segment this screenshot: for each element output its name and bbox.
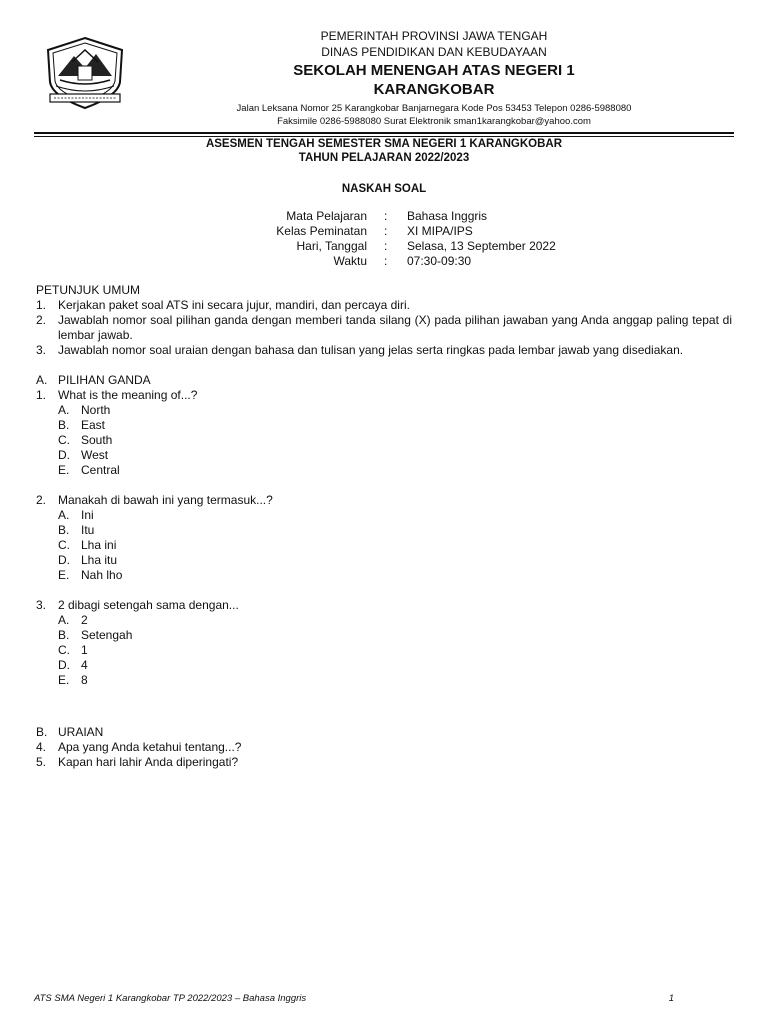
section-a-title: PILIHAN GANDA	[58, 373, 151, 387]
answer-option	[36, 433, 732, 448]
identity-label-date: Hari, Tanggal	[296, 239, 367, 253]
question-number: 2.	[36, 493, 47, 507]
instruction-text: Jawablah nomor soal uraian dengan bahasa dan tulisan yang jelas serta ringkas pada lembar jawab yang disediakan.	[58, 343, 684, 357]
option-text: Lha ini	[81, 538, 117, 552]
section-b-heading	[36, 725, 732, 740]
instruction-item	[36, 343, 732, 358]
letterhead	[150, 28, 718, 128]
option-letter: B.	[58, 523, 70, 537]
identity-sep: :	[384, 239, 388, 253]
answer-option	[36, 538, 732, 553]
question-text: Apa yang Anda ketahui tentang...?	[58, 740, 242, 754]
section-a-number: A.	[36, 373, 48, 387]
instruction-item	[36, 313, 732, 343]
exam-content	[36, 283, 732, 770]
school-address: Jalan Leksana Nomor 25 Karangkobar Banjarnegara Kode Pos 53453 Telepon 0286-5988080	[236, 103, 632, 114]
option-letter: A.	[58, 508, 70, 522]
option-text: West	[81, 448, 109, 462]
identity-value-time: 07:30-09:30	[407, 254, 472, 268]
page-footer	[34, 993, 734, 1004]
instruction-text: Kerjakan paket soal ATS ini secara jujur, mandiri, dan percaya diri.	[58, 298, 410, 312]
question-text: Kapan hari lahir Anda diperingati?	[58, 755, 239, 769]
section-b-number: B.	[36, 725, 48, 739]
question-number: 3.	[36, 598, 47, 612]
essay-question-item	[36, 740, 732, 755]
answer-option	[36, 508, 732, 523]
option-text: North	[81, 403, 111, 417]
option-letter: A.	[58, 613, 70, 627]
petunjuk-heading: PETUNJUK UMUM	[36, 283, 140, 297]
answer-option	[36, 613, 732, 628]
option-letter: E.	[58, 463, 70, 477]
footer-text: ATS SMA Negeri 1 Karangkobar TP 2022/2023 – Bahasa Inggris	[34, 993, 307, 1004]
department-line: DINAS PENDIDIKAN DAN KEBUDAYAAN	[321, 45, 547, 59]
instruction-number: 1.	[36, 298, 47, 312]
instruction-number: 2.	[36, 313, 47, 327]
option-letter: B.	[58, 628, 70, 642]
question-item	[36, 598, 732, 613]
option-letter: D.	[58, 658, 70, 672]
option-text: 4	[81, 658, 88, 672]
option-letter: B.	[58, 418, 70, 432]
answer-option	[36, 448, 732, 463]
identity-label-time: Waktu	[333, 254, 367, 268]
answer-option	[36, 523, 732, 538]
option-text: 8	[81, 673, 88, 687]
essay-question-item	[36, 755, 732, 770]
identity-label-class: Kelas Peminatan	[276, 224, 367, 238]
school-name: SEKOLAH MENENGAH ATAS NEGERI 1	[293, 62, 575, 79]
option-letter: C.	[58, 643, 70, 657]
identity-value-date: Selasa, 13 September 2022	[407, 239, 556, 253]
answer-option	[36, 553, 732, 568]
section-b-title: URAIAN	[58, 725, 104, 739]
instruction-number: 3.	[36, 343, 47, 357]
option-text: Ini	[81, 508, 94, 522]
section-a-heading	[36, 373, 732, 388]
province-emblem-icon	[44, 36, 126, 110]
identity-sep: :	[384, 224, 388, 238]
option-text: South	[81, 433, 113, 447]
question-number: 4.	[36, 740, 47, 754]
question-number: 1.	[36, 388, 47, 402]
identity-separators	[384, 209, 394, 269]
option-text: Central	[81, 463, 120, 477]
option-text: Setengah	[81, 628, 133, 642]
option-letter: D.	[58, 448, 70, 462]
exam-title: ASESMEN TENGAH SEMESTER SMA NEGERI 1 KARANGKOBAR	[205, 138, 563, 150]
option-text: Itu	[81, 523, 95, 537]
option-letter: E.	[58, 568, 70, 582]
option-text: 1	[81, 643, 88, 657]
question-item	[36, 493, 732, 508]
answer-option	[36, 673, 732, 688]
option-text: East	[81, 418, 106, 432]
government-line: PEMERINTAH PROVINSI JAWA TENGAH	[320, 29, 548, 43]
option-letter: E.	[58, 673, 70, 687]
naskah-soal-heading: NASKAH SOAL	[341, 183, 427, 195]
option-text: Nah lho	[81, 568, 123, 582]
identity-sep: :	[384, 209, 388, 223]
answer-option	[36, 418, 732, 433]
identity-sep: :	[384, 254, 388, 268]
option-text: Lha itu	[81, 553, 118, 567]
academic-year: TAHUN PELAJARAN 2022/2023	[298, 152, 470, 164]
answer-option	[36, 403, 732, 418]
answer-option	[36, 658, 732, 673]
question-text: Manakah di bawah ini yang termasuk...?	[58, 493, 273, 507]
page-number: 1	[668, 993, 674, 1004]
letterhead-divider-thick	[34, 132, 734, 134]
exam-title-block	[34, 137, 734, 196]
school-city: KARANGKOBAR	[373, 81, 495, 98]
instruction-text: Jawablah nomor soal pilihan ganda dengan memberi tanda silang (X) pada pilihan jawaban yang Anda anggap paling tepat di lembar jawab.	[58, 313, 732, 342]
option-text: 2	[81, 613, 88, 627]
option-letter: D.	[58, 553, 70, 567]
identity-values	[407, 209, 657, 269]
question-item	[36, 388, 732, 403]
identity-label-subject: Mata Pelajaran	[286, 209, 367, 223]
question-text: What is the meaning of...?	[58, 388, 198, 402]
instruction-item	[36, 298, 732, 313]
answer-option	[36, 643, 732, 658]
question-text: 2 dibagi setengah sama dengan...	[58, 598, 239, 612]
identity-value-class: XI MIPA/IPS	[407, 224, 473, 238]
option-letter: C.	[58, 538, 70, 552]
identity-labels	[247, 209, 367, 269]
identity-value-subject: Bahasa Inggris	[407, 209, 488, 223]
option-letter: C.	[58, 433, 70, 447]
answer-option	[36, 568, 732, 583]
option-letter: A.	[58, 403, 70, 417]
school-contact: Faksimile 0286-5988080 Surat Elektronik sman1karangkobar@yahoo.com	[277, 116, 591, 127]
answer-option	[36, 463, 732, 478]
answer-option	[36, 628, 732, 643]
question-number: 5.	[36, 755, 47, 769]
